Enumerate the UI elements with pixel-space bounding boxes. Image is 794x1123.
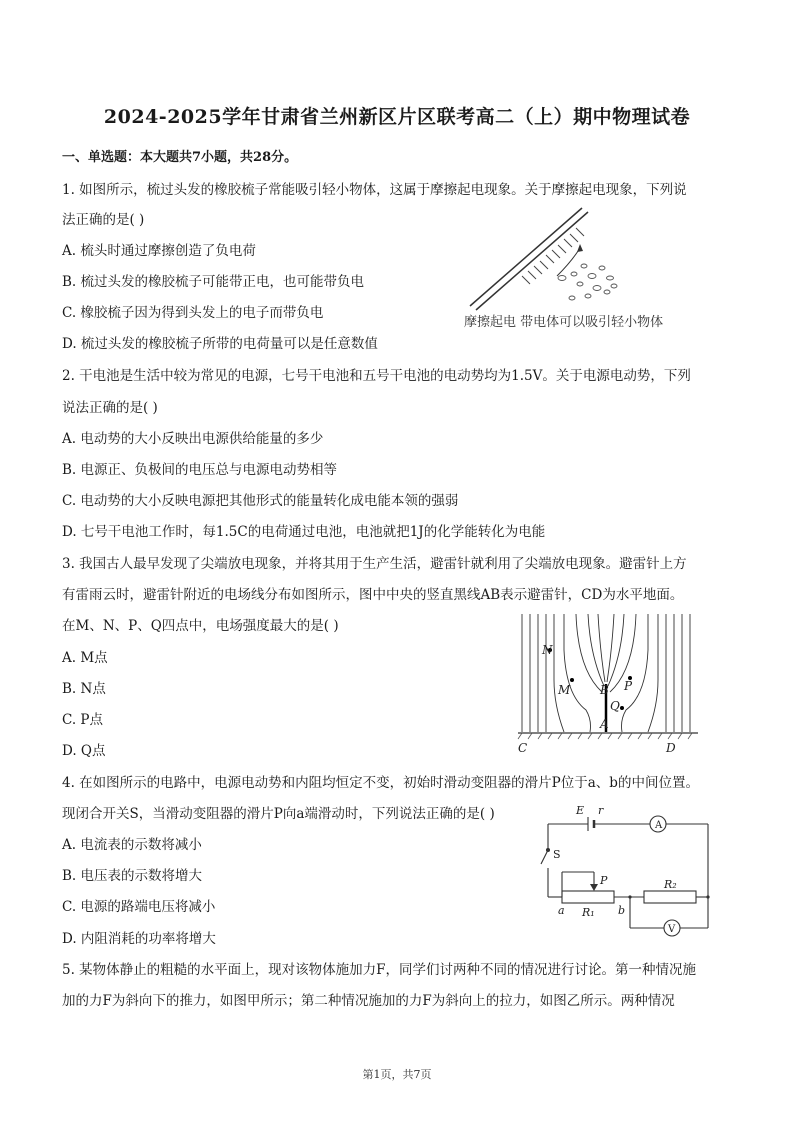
label-b-end: b [618,904,626,917]
label-d: D [666,741,676,755]
q3-option-c: C. P点 [62,712,104,728]
ammeter-symbol: A [655,820,663,831]
q3-option-b: B. N点 [62,681,106,697]
q2-option-c: C. 电动势的大小反映电源把其他形式的能量转化成电能本领的强弱 [62,493,459,509]
q4-stem-line1: 4. 在如图所示的电路中，电源电动势和内阻均恒定不变，初始时滑动变阻器的滑片P位于a、b的中间位置。 [62,775,699,791]
q4-option-a: A. 电流表的示数将减小 [62,837,202,853]
label-a: A [600,717,609,731]
q4-stem-line2: 现闭合开关S，当滑动变阻器的滑片P向a端滑动时，下列说法正确的是( ) [62,806,495,822]
q2-stem-line1: 2. 干电池是生活中较为常见的电源，七号干电池和五号干电池的电动势均为1.5V。关于电源电动势，下列 [62,368,691,384]
q2-option-d: D. 七号干电池工作时，每1.5C的电荷通过电池，电池就把1J的化学能转化为电能 [62,524,546,540]
q2-option-b: B. 电源正、负极间的电压总与电源电动势相等 [62,462,338,478]
q2-option-a: A. 电动势的大小反映出电源供给能量的多少 [62,431,324,447]
q2-stem-line2: 说法正确的是( ) [62,400,158,416]
q1-stem-line2: 法正确的是( ) [62,212,145,228]
label-c: C [518,741,528,755]
q1-stem-line1: 1. 如图所示，梳过头发的橡胶梳子常能吸引轻小物体，这属于摩擦起电现象。关于摩擦起电现象，下列说 [62,182,687,198]
q3-option-d: D. Q点 [62,743,106,759]
label-m: M [558,683,571,697]
q5-stem-line1: 5. 某物体静止的粗糙的水平面上，现对该物体施加力F，同学们讨两种不同的情况进行讨论。第一种情况施 [62,962,697,978]
section-heading: 一、单选题：本大题共7小题，共28分。 [62,150,298,165]
figure-lightning-rod-field [516,610,700,755]
exam-title: 2024-2025学年甘肃省兰州新区片区联考高二（上）期中物理试卷 [103,106,691,128]
label-a-end: a [558,904,565,917]
label-p: P [600,874,608,887]
figure-circuit [538,802,718,942]
figure-comb-attraction [462,206,712,336]
q5-stem-line2: 加的力F为斜向下的推力，如图甲所示；第二种情况施加的力F为斜向上的拉力，如图乙所示。两种情况 [62,993,675,1009]
q1-option-a: A. 梳头时通过摩擦创造了负电荷 [62,243,256,259]
q3-option-a: A. M点 [62,650,108,666]
label-s: S [553,848,561,861]
q1-option-b: B. 梳过头发的橡胶梳子可能带正电，也可能带负电 [62,274,365,290]
label-r2: R₂ [664,878,677,891]
label-q: Q [610,699,620,713]
q4-option-c: C. 电源的路端电压将减小 [62,899,216,915]
label-e: E [576,804,585,817]
figure-comb-caption: 摩擦起电 带电体可以吸引轻小物体 [464,315,664,330]
label-r1: R₁ [582,906,595,919]
q1-option-d: D. 梳过头发的橡胶梳子所带的电荷量可以是任意数值 [62,336,378,352]
q4-option-d: D. 内阻消耗的功率将增大 [62,931,216,947]
q3-stem-line2: 有雷雨云时，避雷针附近的电场线分布如图所示，图中中央的竖直黑线AB表示避雷针，CD为水平地面。 [62,587,684,603]
label-n: N [542,643,553,657]
q3-stem-line1: 3. 我国古人最早发现了尖端放电现象，并将其用于生产生活，避雷针就利用了尖端放电现象。避雷针上方 [62,556,687,572]
q1-option-c: C. 橡胶梳子因为得到头发上的电子而带负电 [62,305,324,321]
q3-stem-line3: 在M、N、P、Q四点中，电场强度最大的是( ) [62,618,339,634]
voltmeter-symbol: V [668,924,676,935]
q4-option-b: B. 电压表的示数将增大 [62,868,203,884]
label-p: P [624,679,633,693]
label-r: r [598,804,604,817]
page-footer: 第1页，共7页 [362,1068,432,1081]
label-b: B [600,683,609,697]
